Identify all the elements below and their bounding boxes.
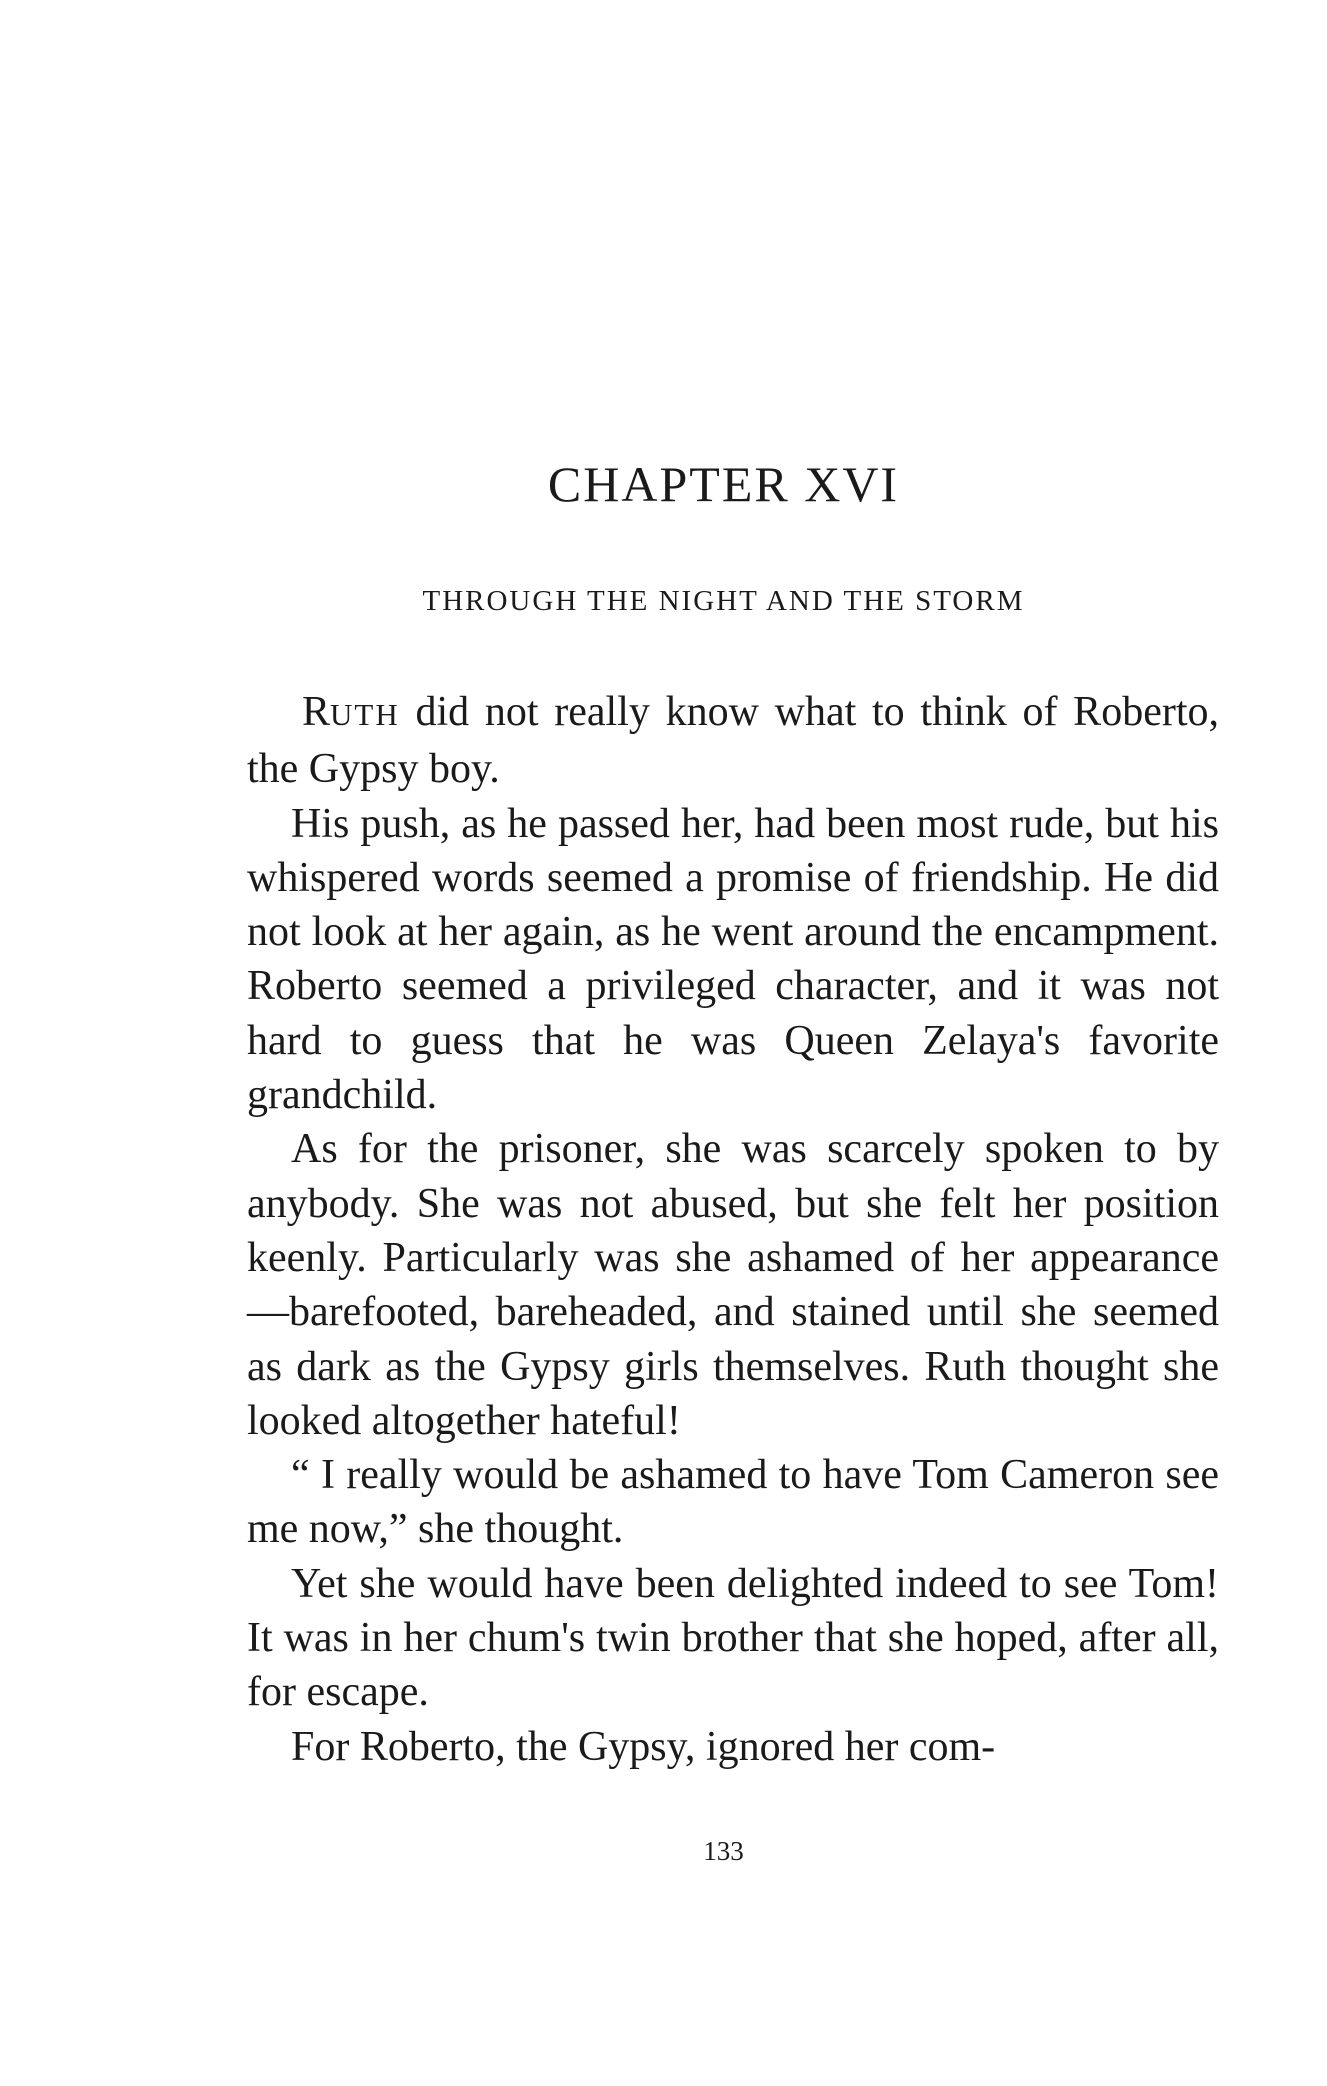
paragraph-text: did not really know what to think of Roberto, the Gypsy boy.: [247, 689, 1219, 793]
chapter-heading: CHAPTER XVI: [547, 456, 900, 512]
drop-lead-smallcaps: UTH: [330, 697, 400, 732]
paragraph: His push, as he passed her, had been most rude, but his whispered words seemed a promise of friendship. He did not look at her again, as he went around the encampment. Roberto seemed a privileged character, and it was not hard to guess that he was Queen Zelaya's favorite grandchild.: [247, 800, 1219, 1119]
chapter-title: THROUGH THE NIGHT AND THE STORM: [422, 585, 1025, 617]
paragraph: Yet she would have been delighted indeed to see Tom! It was in her chum's twin brother that she hoped, after all, for escape.: [247, 1560, 1219, 1716]
paragraph: “ I really would be ashamed to have Tom Cameron see me now,” she thought.: [247, 1452, 1219, 1553]
drop-lead-initial: R: [302, 689, 331, 735]
paragraph: [247, 685, 1219, 797]
page-number: 133: [703, 1836, 744, 1866]
paragraph: For Roberto, the Gypsy, ignored her com-: [291, 1723, 996, 1770]
paragraph: As for the prisoner, she was scarcely spoken to by anybody. She was not abused, but she felt her position keenly. Particularly was she ashamed of her appearance—barefooted, bareheaded, and stained until she seemed as dark as the Gypsy girls themselves. Ruth thought she looked altogether hateful!: [247, 1126, 1219, 1444]
body-text: [247, 685, 1219, 1774]
